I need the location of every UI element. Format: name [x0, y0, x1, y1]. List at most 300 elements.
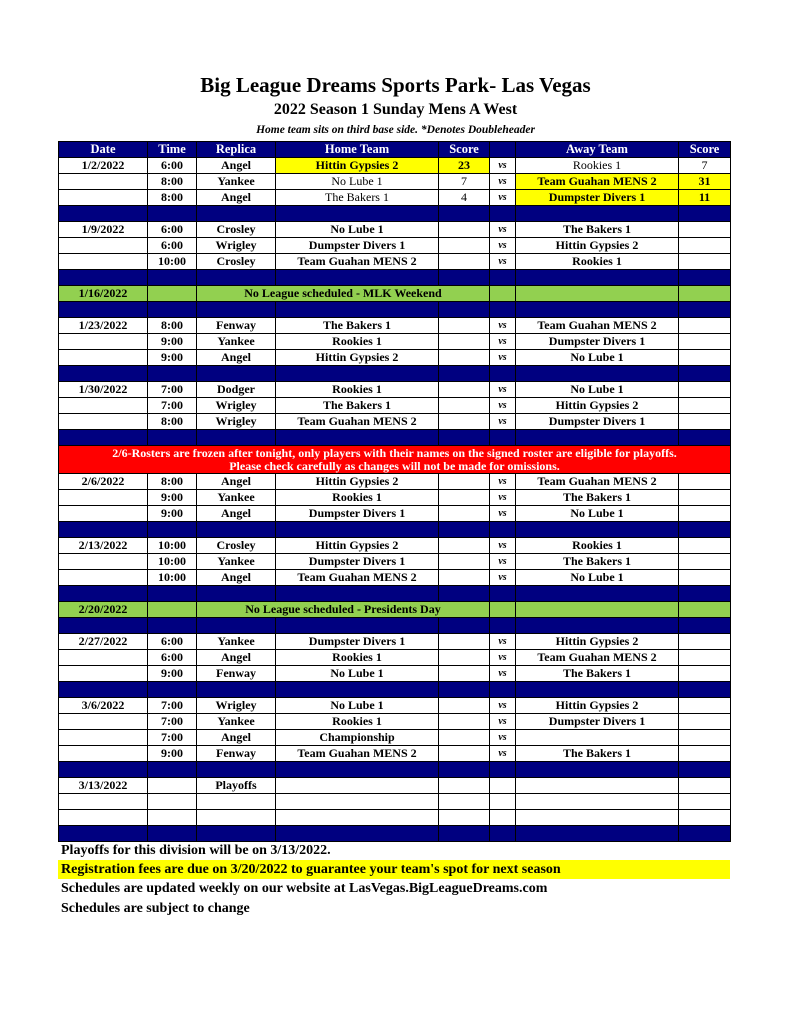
- home-score-cell: 7: [439, 174, 490, 190]
- separator-cell: [516, 206, 679, 222]
- away-team-cell: Rookies 1: [516, 158, 679, 174]
- separator-cell: [148, 302, 197, 318]
- away-team-cell: Hittin Gypsies 2: [516, 398, 679, 414]
- date-cell: [59, 190, 148, 206]
- separator-cell: [516, 618, 679, 634]
- vs-cell: vs: [490, 490, 516, 506]
- replica-field-cell: Crosley: [197, 538, 276, 554]
- date-cell: [59, 714, 148, 730]
- separator-cell: [439, 430, 490, 446]
- away-team-cell: No Lube 1: [516, 350, 679, 366]
- home-team-cell: [276, 810, 439, 826]
- date-cell: [59, 334, 148, 350]
- time-cell: 6:00: [148, 238, 197, 254]
- vs-cell: vs: [490, 650, 516, 666]
- away-score-cell: [679, 794, 731, 810]
- time-cell: [148, 778, 197, 794]
- time-cell: 7:00: [148, 714, 197, 730]
- game-row: [59, 570, 731, 586]
- home-team-cell: Rookies 1: [276, 334, 439, 350]
- separator-row: [59, 682, 731, 698]
- time-cell: 6:00: [148, 158, 197, 174]
- time-cell: 9:00: [148, 666, 197, 682]
- separator-cell: [490, 430, 516, 446]
- away-score-cell: [679, 746, 731, 762]
- separator-cell: [439, 302, 490, 318]
- vs-cell: vs: [490, 174, 516, 190]
- vs-cell: vs: [490, 382, 516, 398]
- game-row: [59, 746, 731, 762]
- vs-cell: [490, 794, 516, 810]
- separator-cell: [439, 270, 490, 286]
- away-score-cell: [679, 398, 731, 414]
- game-row: [59, 414, 731, 430]
- time-cell: 7:00: [148, 398, 197, 414]
- time-cell: 7:00: [148, 382, 197, 398]
- home-score-cell: [439, 554, 490, 570]
- vs-cell: [490, 810, 516, 826]
- separator-cell: [59, 430, 148, 446]
- replica-field-cell: Angel: [197, 650, 276, 666]
- header-replica: Replica: [197, 142, 276, 158]
- game-row: [59, 222, 731, 238]
- date-cell: [59, 650, 148, 666]
- footer-playoffs: Playoffs for this division will be on 3/13/2022.: [61, 843, 331, 858]
- time-cell: 8:00: [148, 174, 197, 190]
- separator-cell: [276, 618, 439, 634]
- date-cell: [59, 554, 148, 570]
- away-team-cell: [516, 778, 679, 794]
- time-cell: 6:00: [148, 634, 197, 650]
- separator-cell: [59, 586, 148, 602]
- game-row: [59, 778, 731, 794]
- replica-field-cell: Wrigley: [197, 398, 276, 414]
- separator-cell: [59, 522, 148, 538]
- separator-cell: [516, 366, 679, 382]
- separator-row: [59, 270, 731, 286]
- game-row: [59, 238, 731, 254]
- away-score-cell: [679, 666, 731, 682]
- time-cell: 7:00: [148, 730, 197, 746]
- replica-field-cell: Angel: [197, 570, 276, 586]
- away-score-cell: [679, 490, 731, 506]
- footer-subject: Schedules are subject to change: [61, 901, 250, 916]
- date-cell: 1/30/2022: [59, 382, 148, 398]
- alert-line-1: 2/6-Rosters are frozen after tonight, only players with their names on the signed roster are eligible for playoffs.: [112, 445, 677, 460]
- separator-cell: [490, 270, 516, 286]
- footer-website: Schedules are updated weekly on our website at LasVegas.BigLeagueDreams.com: [61, 881, 548, 896]
- home-team-cell: The Bakers 1: [276, 318, 439, 334]
- game-row: [59, 474, 731, 490]
- replica-field-cell: Yankee: [197, 554, 276, 570]
- replica-field-cell: [197, 810, 276, 826]
- header-vs: [490, 142, 516, 158]
- vs-cell: vs: [490, 222, 516, 238]
- away-score-cell: [679, 414, 731, 430]
- date-cell: [59, 398, 148, 414]
- separator-cell: [276, 522, 439, 538]
- time-cell: 8:00: [148, 414, 197, 430]
- schedule-note: Home team sits on third base side. *Denotes Doubleheader: [256, 124, 535, 136]
- date-cell: 3/13/2022: [59, 778, 148, 794]
- game-row: [59, 350, 731, 366]
- page-subtitle: 2022 Season 1 Sunday Mens A West: [273, 101, 518, 118]
- vs-cell: vs: [490, 698, 516, 714]
- home-score-cell: [439, 254, 490, 270]
- separator-cell: [490, 762, 516, 778]
- separator-row: [59, 762, 731, 778]
- separator-cell: [679, 762, 731, 778]
- home-score-cell: [439, 730, 490, 746]
- separator-cell: [439, 618, 490, 634]
- separator-cell: [679, 430, 731, 446]
- game-row: [59, 538, 731, 554]
- home-team-cell: The Bakers 1: [276, 398, 439, 414]
- separator-cell: [490, 826, 516, 842]
- separator-cell: [490, 682, 516, 698]
- separator-cell: [148, 522, 197, 538]
- away-score-cell: [679, 334, 731, 350]
- game-row: [59, 650, 731, 666]
- home-score-cell: [439, 634, 490, 650]
- game-row: [59, 174, 731, 190]
- time-cell: [148, 286, 197, 302]
- game-row: [59, 334, 731, 350]
- separator-cell: [197, 682, 276, 698]
- vs-cell: vs: [490, 158, 516, 174]
- date-cell: 1/9/2022: [59, 222, 148, 238]
- separator-cell: [439, 206, 490, 222]
- separator-cell: [439, 522, 490, 538]
- separator-cell: [679, 682, 731, 698]
- separator-cell: [59, 682, 148, 698]
- separator-cell: [516, 586, 679, 602]
- time-cell: [148, 602, 197, 618]
- home-score-cell: 4: [439, 190, 490, 206]
- replica-field-cell: Wrigley: [197, 414, 276, 430]
- page-title: Big League Dreams Sports Park- Las Vegas: [200, 73, 591, 97]
- home-score-cell: [439, 538, 490, 554]
- replica-field-cell: Wrigley: [197, 238, 276, 254]
- replica-field-cell: Yankee: [197, 714, 276, 730]
- game-row: [59, 634, 731, 650]
- time-cell: 10:00: [148, 254, 197, 270]
- game-row: [59, 554, 731, 570]
- separator-cell: [439, 366, 490, 382]
- away-team-cell: Rookies 1: [516, 254, 679, 270]
- replica-field-cell: Dodger: [197, 382, 276, 398]
- replica-field-cell: Yankee: [197, 490, 276, 506]
- separator-cell: [276, 206, 439, 222]
- separator-cell: [197, 302, 276, 318]
- separator-cell: [148, 430, 197, 446]
- separator-cell: [679, 366, 731, 382]
- vs-cell: vs: [490, 666, 516, 682]
- separator-row: [59, 430, 731, 446]
- away-score-cell: [679, 698, 731, 714]
- home-team-cell: Hittin Gypsies 2: [276, 350, 439, 366]
- game-row: [59, 730, 731, 746]
- away-score-cell: [679, 554, 731, 570]
- vs-cell: vs: [490, 398, 516, 414]
- separator-cell: [276, 762, 439, 778]
- game-row: [59, 398, 731, 414]
- score-cell: [490, 602, 516, 618]
- separator-cell: [59, 618, 148, 634]
- away-team-cell: Dumpster Divers 1: [516, 714, 679, 730]
- separator-cell: [276, 682, 439, 698]
- away-score-cell: [679, 474, 731, 490]
- home-score-cell: [439, 398, 490, 414]
- separator-cell: [516, 430, 679, 446]
- game-row: [59, 794, 731, 810]
- home-score-cell: [439, 490, 490, 506]
- home-team-cell: Dumpster Divers 1: [276, 634, 439, 650]
- separator-cell: [516, 522, 679, 538]
- separator-cell: [59, 366, 148, 382]
- replica-field-cell: Crosley: [197, 222, 276, 238]
- separator-cell: [679, 618, 731, 634]
- separator-cell: [516, 826, 679, 842]
- away-team-cell: Hittin Gypsies 2: [516, 634, 679, 650]
- home-team-cell: Team Guahan MENS 2: [276, 570, 439, 586]
- vs-cell: vs: [490, 190, 516, 206]
- date-cell: [59, 666, 148, 682]
- no-league-text: No League scheduled - MLK Weekend: [197, 286, 490, 302]
- home-team-cell: Rookies 1: [276, 714, 439, 730]
- time-cell: 9:00: [148, 334, 197, 350]
- away-cell: [679, 602, 731, 618]
- date-cell: [59, 506, 148, 522]
- home-score-cell: [439, 474, 490, 490]
- away-cell: [679, 286, 731, 302]
- game-row: [59, 714, 731, 730]
- date-cell: [59, 174, 148, 190]
- separator-cell: [197, 618, 276, 634]
- separator-cell: [148, 206, 197, 222]
- separator-cell: [490, 206, 516, 222]
- game-row: [59, 318, 731, 334]
- time-cell: 10:00: [148, 570, 197, 586]
- home-score-cell: [439, 810, 490, 826]
- home-score-cell: [439, 666, 490, 682]
- separator-cell: [276, 366, 439, 382]
- away-score-cell: [679, 318, 731, 334]
- date-cell: [59, 570, 148, 586]
- home-team-cell: Team Guahan MENS 2: [276, 254, 439, 270]
- separator-cell: [197, 430, 276, 446]
- separator-cell: [276, 270, 439, 286]
- replica-field-cell: Angel: [197, 474, 276, 490]
- separator-cell: [59, 270, 148, 286]
- separator-row: [59, 826, 731, 842]
- separator-row: [59, 206, 731, 222]
- away-team-cell: [516, 730, 679, 746]
- replica-field-cell: Yankee: [197, 174, 276, 190]
- replica-field-cell: Wrigley: [197, 698, 276, 714]
- separator-cell: [148, 366, 197, 382]
- home-score-cell: [439, 318, 490, 334]
- no-league-row: [59, 286, 731, 302]
- home-team-cell: No Lube 1: [276, 222, 439, 238]
- date-cell: [59, 794, 148, 810]
- away-team-cell: The Bakers 1: [516, 222, 679, 238]
- separator-cell: [276, 302, 439, 318]
- home-score-cell: [439, 334, 490, 350]
- time-cell: [148, 794, 197, 810]
- separator-cell: [490, 618, 516, 634]
- separator-cell: [490, 586, 516, 602]
- home-team-cell: [276, 778, 439, 794]
- separator-cell: [516, 302, 679, 318]
- vs-cell: vs: [490, 350, 516, 366]
- home-score-cell: [439, 650, 490, 666]
- home-team-cell: Dumpster Divers 1: [276, 238, 439, 254]
- home-team-cell: No Lube 1: [276, 666, 439, 682]
- vs-cell: vs: [490, 554, 516, 570]
- away-team-cell: The Bakers 1: [516, 746, 679, 762]
- separator-cell: [439, 826, 490, 842]
- game-row: [59, 190, 731, 206]
- vs-cell: vs: [490, 570, 516, 586]
- separator-cell: [197, 762, 276, 778]
- away-score-cell: [679, 810, 731, 826]
- replica-field-cell: Playoffs: [197, 778, 276, 794]
- replica-field-cell: [197, 794, 276, 810]
- separator-cell: [679, 206, 731, 222]
- away-team-cell: Team Guahan MENS 2: [516, 650, 679, 666]
- away-team-cell: [516, 794, 679, 810]
- date-cell: 3/6/2022: [59, 698, 148, 714]
- time-cell: 6:00: [148, 222, 197, 238]
- away-team-cell: No Lube 1: [516, 506, 679, 522]
- header-away-score: Score: [679, 142, 731, 158]
- home-score-cell: [439, 222, 490, 238]
- vs-cell: vs: [490, 506, 516, 522]
- vs-cell: [516, 286, 679, 302]
- away-score-cell: [679, 254, 731, 270]
- date-cell: [59, 730, 148, 746]
- date-cell: [59, 238, 148, 254]
- away-score-cell: [679, 238, 731, 254]
- separator-cell: [148, 826, 197, 842]
- replica-field-cell: Yankee: [197, 334, 276, 350]
- separator-cell: [276, 586, 439, 602]
- vs-cell: vs: [490, 474, 516, 490]
- vs-cell: [490, 778, 516, 794]
- time-cell: 8:00: [148, 190, 197, 206]
- separator-cell: [148, 270, 197, 286]
- replica-field-cell: Fenway: [197, 746, 276, 762]
- home-team-cell: No Lube 1: [276, 698, 439, 714]
- replica-field-cell: Fenway: [197, 318, 276, 334]
- game-row: [59, 666, 731, 682]
- separator-cell: [439, 682, 490, 698]
- home-team-cell: Hittin Gypsies 2: [276, 538, 439, 554]
- away-score-cell: [679, 634, 731, 650]
- date-cell: 1/16/2022: [59, 286, 148, 302]
- home-team-cell: Rookies 1: [276, 382, 439, 398]
- home-score-cell: 23: [439, 158, 490, 174]
- away-score-cell: [679, 222, 731, 238]
- time-cell: 8:00: [148, 474, 197, 490]
- home-score-cell: [439, 794, 490, 810]
- replica-field-cell: Fenway: [197, 666, 276, 682]
- separator-cell: [439, 762, 490, 778]
- vs-cell: vs: [490, 414, 516, 430]
- separator-cell: [197, 206, 276, 222]
- date-cell: [59, 746, 148, 762]
- separator-row: [59, 366, 731, 382]
- separator-cell: [197, 522, 276, 538]
- replica-field-cell: Angel: [197, 506, 276, 522]
- separator-cell: [148, 682, 197, 698]
- vs-cell: vs: [490, 714, 516, 730]
- away-team-cell: Dumpster Divers 1: [516, 334, 679, 350]
- time-cell: 9:00: [148, 350, 197, 366]
- away-team-cell: The Bakers 1: [516, 666, 679, 682]
- separator-cell: [490, 302, 516, 318]
- home-team-cell: [276, 794, 439, 810]
- date-cell: 1/2/2022: [59, 158, 148, 174]
- away-team-cell: Rookies 1: [516, 538, 679, 554]
- date-cell: [59, 254, 148, 270]
- separator-cell: [439, 586, 490, 602]
- separator-cell: [679, 302, 731, 318]
- away-team-cell: Team Guahan MENS 2: [516, 474, 679, 490]
- roster-alert: [59, 446, 731, 474]
- away-score-cell: 31: [679, 174, 731, 190]
- away-team-cell: Team Guahan MENS 2: [516, 174, 679, 190]
- separator-cell: [490, 522, 516, 538]
- game-row: [59, 382, 731, 398]
- away-team-cell: No Lube 1: [516, 382, 679, 398]
- vs-cell: vs: [490, 334, 516, 350]
- separator-cell: [197, 366, 276, 382]
- header-home-score: Score: [439, 142, 490, 158]
- home-score-cell: [439, 382, 490, 398]
- separator-cell: [516, 270, 679, 286]
- alert-line-2: Please check carefully as changes will not be made for omissions.: [229, 458, 560, 473]
- home-score-cell: [439, 238, 490, 254]
- home-team-cell: Rookies 1: [276, 490, 439, 506]
- vs-cell: vs: [490, 746, 516, 762]
- separator-cell: [59, 302, 148, 318]
- separator-cell: [679, 522, 731, 538]
- away-score-cell: [679, 778, 731, 794]
- date-cell: 2/6/2022: [59, 474, 148, 490]
- game-row: [59, 506, 731, 522]
- away-score-cell: [679, 570, 731, 586]
- away-team-cell: The Bakers 1: [516, 554, 679, 570]
- away-score-cell: [679, 382, 731, 398]
- date-cell: 1/23/2022: [59, 318, 148, 334]
- time-cell: 8:00: [148, 318, 197, 334]
- replica-field-cell: Angel: [197, 730, 276, 746]
- home-score-cell: [439, 570, 490, 586]
- separator-row: [59, 618, 731, 634]
- date-cell: [59, 810, 148, 826]
- no-league-text: No League scheduled - Presidents Day: [197, 602, 490, 618]
- vs-cell: vs: [490, 318, 516, 334]
- separator-cell: [197, 270, 276, 286]
- home-team-cell: Championship: [276, 730, 439, 746]
- away-team-cell: Hittin Gypsies 2: [516, 238, 679, 254]
- separator-cell: [197, 586, 276, 602]
- home-team-cell: Hittin Gypsies 2: [276, 158, 439, 174]
- date-cell: [59, 490, 148, 506]
- vs-cell: vs: [490, 538, 516, 554]
